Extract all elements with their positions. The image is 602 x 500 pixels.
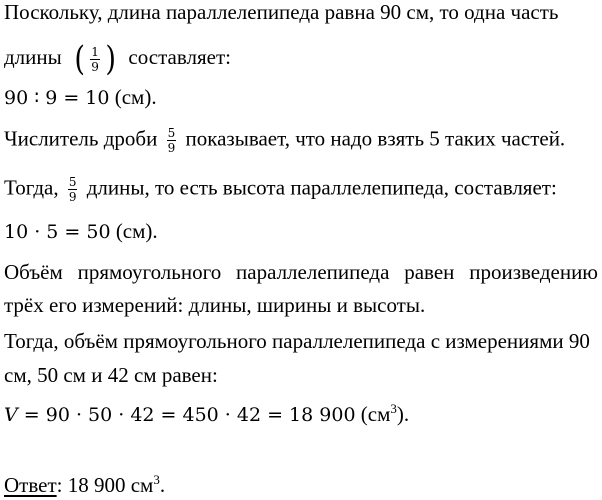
line-4-before: Числитель дроби	[4, 126, 158, 151]
text-line-2	[4, 39, 231, 79]
answer-line	[4, 473, 165, 497]
text-line-11	[4, 402, 409, 427]
volume-equation: = 90 · 50 · 42 = 450 · 42 = 18 900	[17, 404, 356, 426]
text-line-5	[4, 175, 557, 204]
text-line-3	[4, 85, 157, 110]
text-line-6	[4, 219, 158, 244]
answer-label: Ответ	[4, 473, 57, 497]
line-5-before: Тогда,	[4, 175, 59, 200]
answer-value: 18 900 см	[62, 473, 154, 497]
text-line-9	[4, 329, 590, 353]
line-9-text: Тогда, объём прямоугольного параллелепипеда с измерениями 90	[4, 329, 590, 353]
equation-90-div-9: 90 ∶ 9 = 10	[4, 87, 110, 109]
line-6-unit: (см).	[110, 219, 158, 243]
text-line-8	[4, 293, 425, 317]
fraction-denominator: 9	[68, 190, 77, 204]
equation-10-times-5: 10 · 5 = 50	[4, 221, 111, 243]
volume-unit-end: ).	[396, 402, 410, 426]
line-2-before: длины	[4, 44, 62, 69]
fraction-numerator: 5	[68, 175, 77, 189]
answer-colon: :	[56, 473, 63, 497]
volume-unit: (см	[355, 402, 391, 426]
volume-unit-exponent: 3	[390, 401, 397, 416]
left-paren: (	[74, 39, 85, 79]
fraction-1-9	[90, 45, 100, 74]
fraction-one-ninth-parenthesized	[73, 39, 117, 79]
answer-end: .	[159, 473, 166, 497]
fraction-5-9	[68, 175, 78, 204]
line-5-after: длины, то есть высота параллелепипеда, составляет:	[86, 175, 557, 200]
text-line-1	[4, 0, 559, 24]
fraction-numerator: 1	[91, 44, 99, 59]
line-10-text: см, 50 см и 42 см равен:	[4, 363, 218, 387]
line-7-text: Объём прямоугольного параллелепипеда равен произведению	[4, 260, 598, 284]
line-3-unit: (см).	[109, 85, 157, 109]
line-1-text: Поскольку, длина параллелепипеда равна 90 см, то одна часть	[4, 0, 559, 24]
fraction-numerator: 5	[167, 126, 176, 140]
fraction-denominator: 9	[167, 141, 176, 155]
fraction-5-9	[167, 126, 177, 155]
answer-exponent: 3	[153, 472, 160, 487]
text-line-10	[4, 363, 218, 387]
fraction-denominator: 9	[91, 59, 99, 74]
line-4-after: показывает, что надо взять 5 таких частей.	[185, 126, 566, 151]
text-line-7	[4, 260, 598, 284]
volume-variable: V	[4, 404, 18, 426]
text-line-4	[4, 126, 565, 155]
line-2-after: составляет:	[128, 44, 231, 69]
line-8-text: трёх его измерений: длины, ширины и высоты.	[4, 293, 426, 317]
right-paren: )	[105, 39, 116, 79]
